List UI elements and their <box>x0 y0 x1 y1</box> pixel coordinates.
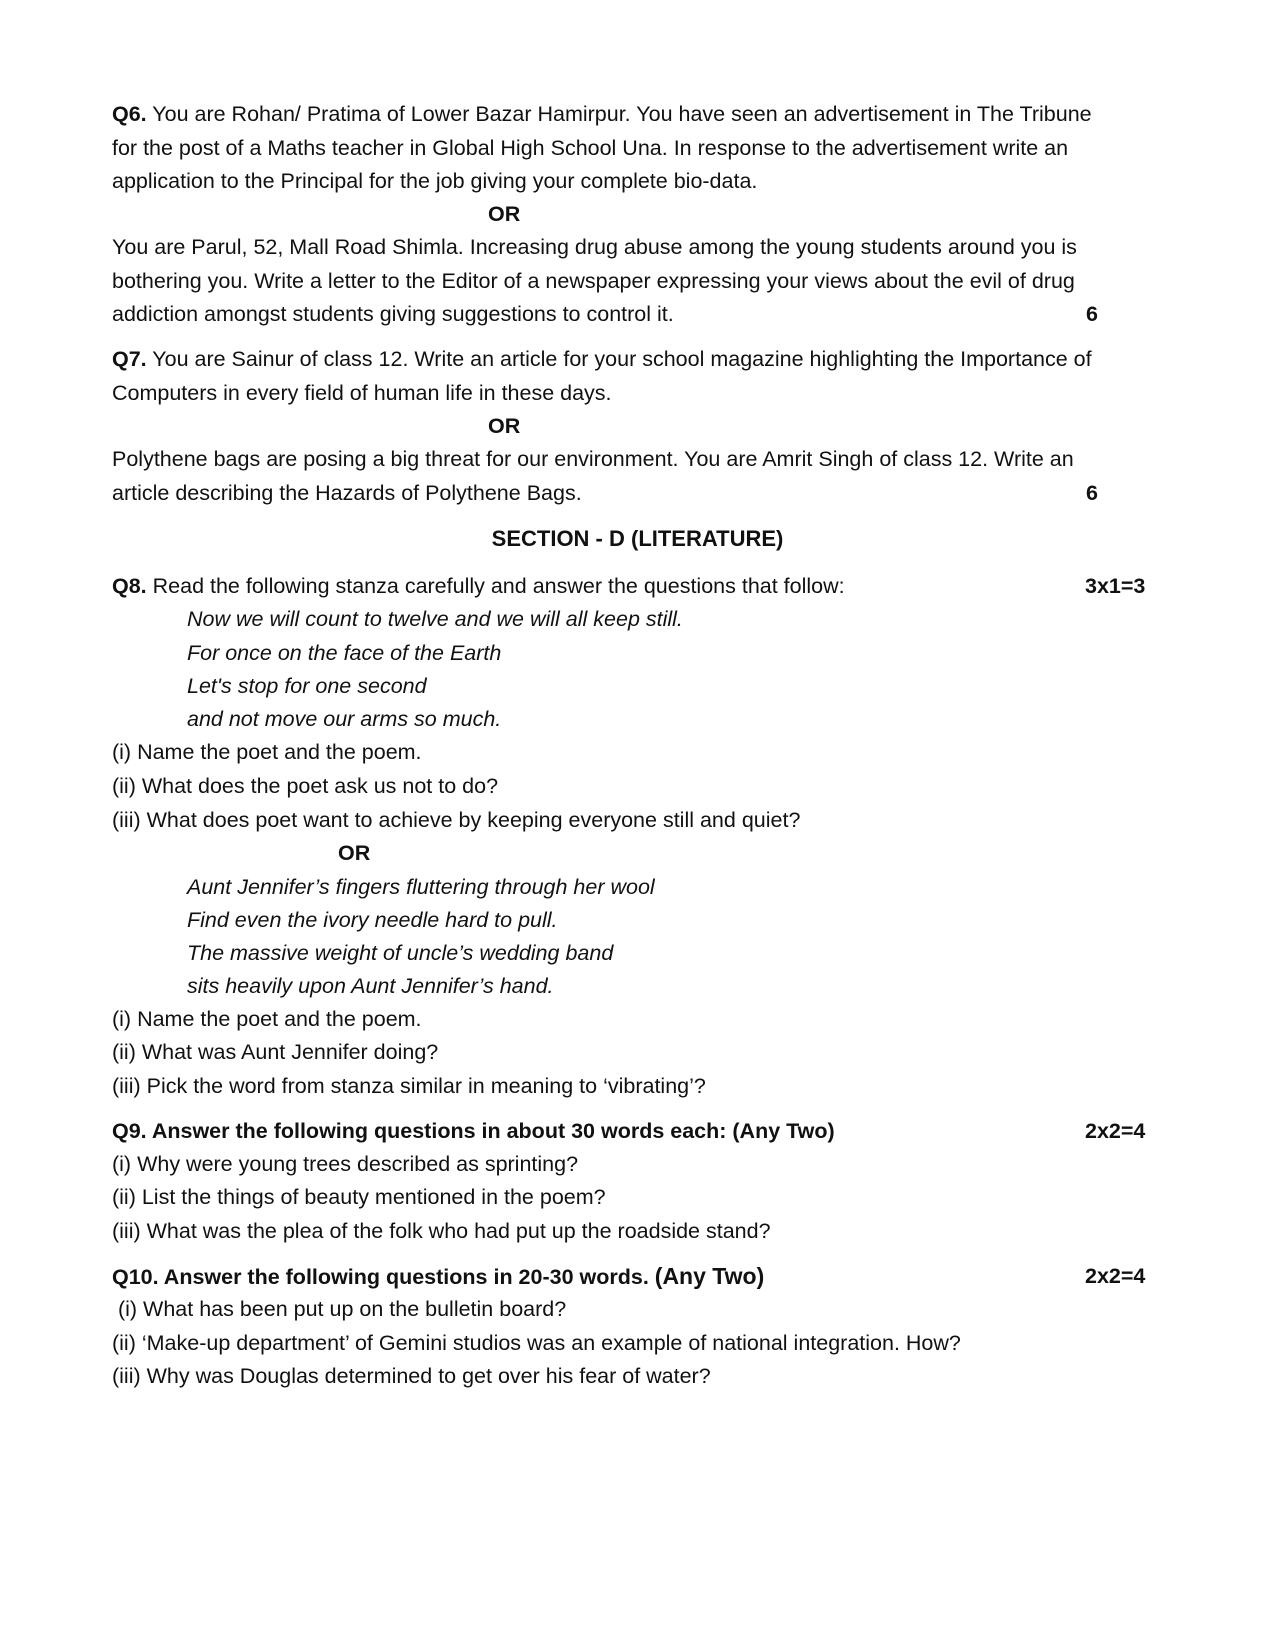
q10-heading-line <box>112 1261 764 1291</box>
q9-marks: 2x2=4 <box>1085 1119 1146 1143</box>
q7-or: OR <box>488 414 521 438</box>
q6-or: OR <box>488 202 521 226</box>
q8-or: OR <box>338 841 371 865</box>
q7-number: Q7. <box>112 347 147 371</box>
q8-marks: 3x1=3 <box>1085 574 1146 598</box>
q10-marks: 2x2=4 <box>1085 1264 1146 1288</box>
q8-stanza1-line-1: Now we will count to twelve and we will all keep still. <box>187 607 683 631</box>
q6-text-1: You are Rohan/ Pratima of Lower Bazar Hamirpur. You have seen an advertisement in The Tribune <box>146 102 1092 126</box>
q8-stanza1-line-3: Let's stop for one second <box>187 674 427 698</box>
q8-stanza2-line-2: Find even the ivory needle hard to pull. <box>187 908 558 932</box>
q8-stanza1-line-4: and not move our arms so much. <box>187 707 502 731</box>
q7-alt-line-2: article describing the Hazards of Polythene Bags. <box>112 481 582 505</box>
q7-line-1 <box>112 344 1092 374</box>
q7-alt-line-1: Polythene bags are posing a big threat for our environment. You are Amrit Singh of class 12. Write an <box>112 447 1074 471</box>
q8-alt-question-1: (i) Name the poet and the poem. <box>112 1007 422 1031</box>
q8-question-3: (iii) What does poet want to achieve by keeping everyone still and quiet? <box>112 808 801 832</box>
q6-alt-line-1: You are Parul, 52, Mall Road Shimla. Increasing drug abuse among the young students around you is <box>112 235 1077 259</box>
q8-alt-question-2: (ii) What was Aunt Jennifer doing? <box>112 1040 439 1064</box>
q7-marks: 6 <box>1086 481 1098 505</box>
q8-prompt: Read the following stanza carefully and answer the questions that follow: <box>146 574 845 598</box>
q10-any-two: (Any Two) <box>654 1263 765 1289</box>
q10-question-2: (ii) ‘Make-up department’ of Gemini studios was an example of national integration. How? <box>112 1331 961 1355</box>
q8-stanza2-line-4: sits heavily upon Aunt Jennifer’s hand. <box>187 974 554 998</box>
q9-question-2: (ii) List the things of beauty mentioned in the poem? <box>112 1185 606 1209</box>
q10-question-1: (i) What has been put up on the bulletin board? <box>112 1297 567 1321</box>
q9-question-3: (iii) What was the plea of the folk who had put up the roadside stand? <box>112 1219 771 1243</box>
q8-number: Q8. <box>112 574 147 598</box>
q6-line-2: for the post of a Maths teacher in Global High School Una. In response to the advertisement write an <box>112 136 1069 160</box>
q8-stanza1-line-2: For once on the face of the Earth <box>187 641 502 665</box>
q6-alt-line-3: addiction amongst students giving suggestions to control it. <box>112 302 674 326</box>
q6-number: Q6. <box>112 102 147 126</box>
q8-stanza2-line-3: The massive weight of uncle’s wedding band <box>187 941 614 965</box>
q9-question-1: (i) Why were young trees described as sprinting? <box>112 1152 579 1176</box>
section-d-title: SECTION - D (LITERATURE) <box>491 526 784 551</box>
q7-line-2: Computers in every field of human life in these days. <box>112 381 612 405</box>
q6-line-3: application to the Principal for the job giving your complete bio-data. <box>112 169 758 193</box>
q6-alt-line-2: bothering you. Write a letter to the Editor of a newspaper expressing your views about the evil of drug <box>112 269 1075 293</box>
q10-question-3: (iii) Why was Douglas determined to get over his fear of water? <box>112 1364 711 1388</box>
q8-question-2: (ii) What does the poet ask us not to do? <box>112 774 499 798</box>
q8-stanza2-line-1: Aunt Jennifer’s fingers fluttering through her wool <box>187 875 655 899</box>
q7-text-1: You are Sainur of class 12. Write an article for your school magazine highlighting the Importance of <box>146 347 1092 371</box>
q9-heading: Q9. Answer the following questions in about 30 words each: (Any Two) <box>112 1119 835 1143</box>
q8-alt-question-3: (iii) Pick the word from stanza similar in meaning to ‘vibrating’? <box>112 1074 706 1098</box>
q8-question-1: (i) Name the poet and the poem. <box>112 740 422 764</box>
q10-heading: Q10. Answer the following questions in 20-30 words. <box>112 1265 649 1289</box>
q8-prompt-line <box>112 571 845 601</box>
q6-marks: 6 <box>1086 302 1098 326</box>
q6-line-1 <box>112 99 1092 129</box>
